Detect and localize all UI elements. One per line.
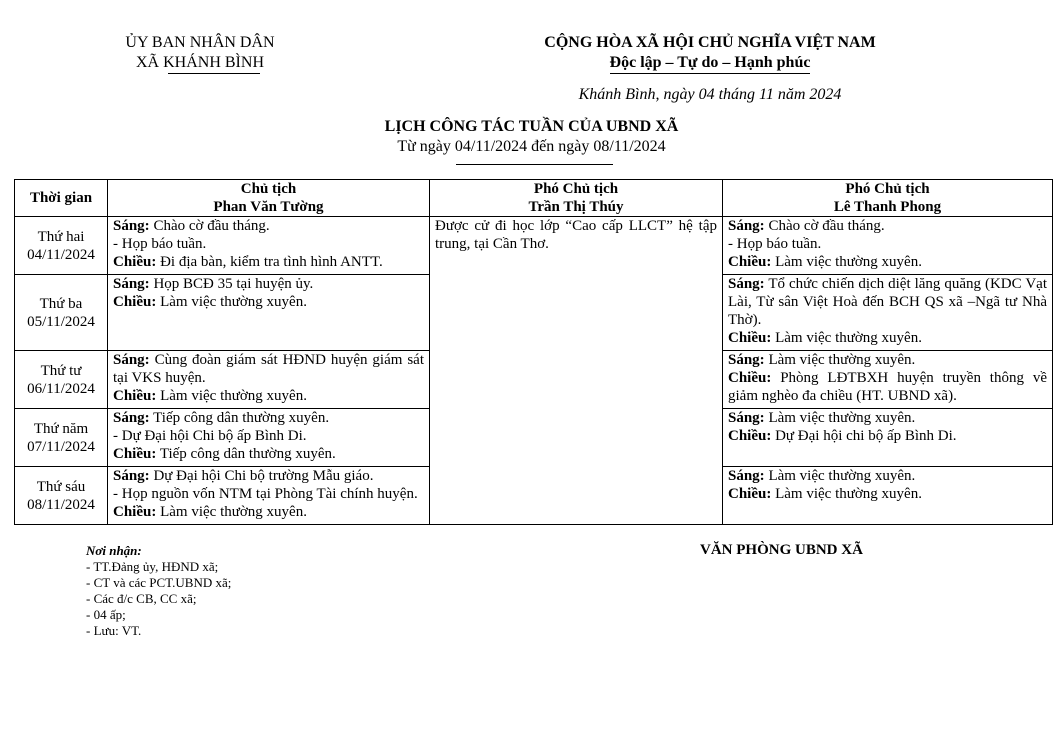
place-date: Khánh Bình, ngày 04 tháng 11 năm 2024 <box>578 86 842 103</box>
entry-label: Sáng: <box>728 468 765 484</box>
entry-line <box>113 503 424 521</box>
entry-line <box>113 293 424 311</box>
entry-label: Chiều: <box>728 330 772 346</box>
header-chair-name: Phan Văn Tường <box>213 199 324 215</box>
entry-line <box>728 467 1047 485</box>
nation-motto: Độc lập – Tự do – Hạnh phúc <box>610 53 811 74</box>
day-cell <box>15 217 108 275</box>
entry-text: Làm việc thường xuyên. <box>771 486 922 502</box>
day-cell <box>15 351 108 409</box>
entry-line <box>728 351 1047 369</box>
entry-line <box>728 253 1047 271</box>
entry-text: Làm việc thường xuyên. <box>771 330 922 346</box>
recipients-list <box>86 559 231 639</box>
day-name: Thứ tư <box>40 362 82 379</box>
day-name: Thứ năm <box>33 420 89 437</box>
vice1-cell <box>430 217 723 525</box>
entry-line <box>728 329 1047 347</box>
header-vice2-role: Phó Chủ tịch <box>845 181 930 197</box>
nation-name: CỘNG HÒA XÃ HỘI CHỦ NGHĨA VIỆT NAM <box>544 34 876 51</box>
vice2-cell <box>723 467 1053 525</box>
entry-text: Phòng LĐTBXH huyện truyền thông về giảm nghèo đa chiều (HT. UBND xã). <box>728 370 1047 404</box>
entry-line <box>728 427 1047 445</box>
entry-label: Chiều: <box>728 428 772 444</box>
entry-text: Làm việc thường xuyên. <box>156 504 307 520</box>
day-name: Thứ hai <box>37 228 85 245</box>
schedule-body <box>15 217 1053 525</box>
entry-label: Chiều: <box>728 370 772 386</box>
chair-cell <box>108 275 430 351</box>
day-date: 06/11/2024 <box>27 380 95 397</box>
chair-cell <box>108 409 430 467</box>
vice2-cell <box>723 351 1053 409</box>
chair-cell <box>108 351 430 409</box>
document-title: LỊCH CÔNG TÁC TUẦN CỦA UBND XÃ <box>384 118 679 135</box>
entry-label: Chiều: <box>728 254 772 270</box>
national-header <box>480 33 940 74</box>
entry-text: Làm việc thường xuyên. <box>771 254 922 270</box>
entry-text: Đi địa bàn, kiểm tra tình hình ANTT. <box>156 254 383 270</box>
entry-line <box>113 467 424 485</box>
entry-label: Chiều: <box>113 294 157 310</box>
vice2-cell <box>723 217 1053 275</box>
entry-text: Tiếp công dân thường xuyên. <box>149 410 330 426</box>
vice2-cell <box>723 409 1053 467</box>
authority-line-1: ỦY BAN NHÂN DÂN <box>125 34 275 51</box>
header-vice2-name: Lê Thanh Phong <box>833 199 942 215</box>
header-time: Thời gian <box>15 180 108 217</box>
entry-text: Chào cờ đầu tháng. <box>764 218 885 234</box>
recipient-item: - Các đ/c CB, CC xã; <box>86 591 197 606</box>
entry-line <box>113 387 424 405</box>
entry-text: - Họp báo tuần. <box>728 236 822 252</box>
recipients-heading: Nơi nhận: <box>86 543 142 558</box>
entry-text: Làm việc thường xuyên. <box>764 410 916 426</box>
entry-line <box>728 217 1047 235</box>
entry-text: Dự Đại hội chi bộ ấp Bình Di. <box>771 428 957 444</box>
entry-line <box>113 445 424 463</box>
header-chair <box>108 180 430 217</box>
recipient-item: - Lưu: VT. <box>86 623 142 638</box>
entry-line <box>113 275 424 293</box>
entry-label: Sáng: <box>113 276 150 292</box>
recipient-item: - 04 ấp; <box>86 607 126 622</box>
day-date: 05/11/2024 <box>27 313 95 330</box>
entry-text: Họp BCĐ 35 tại huyện ủy. <box>149 276 314 292</box>
day-cell <box>15 409 108 467</box>
day-date: 04/11/2024 <box>27 246 95 263</box>
day-name: Thứ ba <box>39 295 83 312</box>
table-row <box>15 217 1053 275</box>
vice2-cell <box>723 275 1053 351</box>
authority-line-2: XÃ KHÁNH BÌNH <box>136 54 264 71</box>
document-subtitle: Từ ngày 04/11/2024 đến ngày 08/11/2024 <box>397 138 666 155</box>
recipients <box>86 543 231 639</box>
entry-text: - Họp báo tuần. <box>113 236 207 252</box>
entry-label: Sáng: <box>113 218 150 234</box>
day-date: 08/11/2024 <box>27 496 95 513</box>
table-header-row <box>15 180 1053 217</box>
entry-line <box>113 409 424 427</box>
entry-text: Dự Đại hội Chi bộ trường Mẫu giáo. <box>149 468 374 484</box>
entry-text: Làm việc thường xuyên. <box>764 468 916 484</box>
entry-text: - Họp nguồn vốn NTM tại Phòng Tài chính huyện. <box>113 486 418 502</box>
entry-label: Chiều: <box>113 388 157 404</box>
entry-text: Tổ chức chiến dịch diệt lăng quăng (KDC Vạt Lài, Từ sân Việt Hoà đến BCH QS xã –Ngã tư Nhà Thờ). <box>728 276 1047 328</box>
entry-label: Sáng: <box>728 352 765 368</box>
entry-label: Sáng: <box>728 276 765 292</box>
signing-office: VĂN PHÒNG UBND XÃ <box>700 542 863 558</box>
chair-cell <box>108 467 430 525</box>
entry-label: Sáng: <box>728 410 765 426</box>
recipient-item: - CT và các PCT.UBND xã; <box>86 575 232 590</box>
entry-text: Cùng đoàn giám sát HĐND huyện giám sát tại VKS huyện. <box>113 352 424 386</box>
entry-text: Chào cờ đầu tháng. <box>149 218 270 234</box>
entry-text: - Dự Đại hội Chi bộ ấp Bình Di. <box>113 428 307 444</box>
recipient-item: - TT.Đảng ủy, HĐND xã; <box>86 559 219 574</box>
entry-text: Làm việc thường xuyên. <box>156 294 307 310</box>
entry-label: Sáng: <box>113 352 150 368</box>
entry-line <box>113 253 424 271</box>
entry-line <box>728 485 1047 503</box>
vice1-entry: Được cử đi học lớp “Cao cấp LLCT” hệ tập trung, tại Cần Thơ. <box>435 218 717 252</box>
header-chair-role: Chủ tịch <box>240 181 297 197</box>
entry-text: Làm việc thường xuyên. <box>156 388 307 404</box>
entry-line <box>113 351 424 387</box>
day-cell <box>15 275 108 351</box>
entry-label: Chiều: <box>728 486 772 502</box>
entry-line <box>728 235 1047 253</box>
entry-text: Tiếp công dân thường xuyên. <box>156 446 336 462</box>
header-vice1 <box>430 180 723 217</box>
entry-text: Làm việc thường xuyên. <box>764 352 916 368</box>
header-vice1-name: Trần Thị Thúy <box>528 199 624 215</box>
issuing-authority <box>90 33 310 73</box>
weekly-schedule-table <box>14 179 1053 525</box>
entry-label: Chiều: <box>113 254 157 270</box>
header-vice2 <box>723 180 1053 217</box>
entry-line <box>113 485 424 503</box>
authority-underline <box>168 73 260 74</box>
entry-line <box>728 409 1047 427</box>
entry-label: Sáng: <box>113 468 150 484</box>
entry-line <box>728 275 1047 329</box>
day-cell <box>15 467 108 525</box>
entry-line <box>728 369 1047 405</box>
subtitle-rule <box>456 164 613 165</box>
entry-label: Chiều: <box>113 446 157 462</box>
entry-line <box>113 217 424 235</box>
chair-cell <box>108 217 430 275</box>
day-name: Thứ sáu <box>36 478 86 495</box>
entry-label: Chiều: <box>113 504 157 520</box>
day-date: 07/11/2024 <box>27 438 95 455</box>
header-vice1-role: Phó Chủ tịch <box>533 181 619 197</box>
entry-label: Sáng: <box>113 410 150 426</box>
entry-label: Sáng: <box>728 218 765 234</box>
entry-line <box>113 235 424 253</box>
entry-line <box>113 427 424 445</box>
